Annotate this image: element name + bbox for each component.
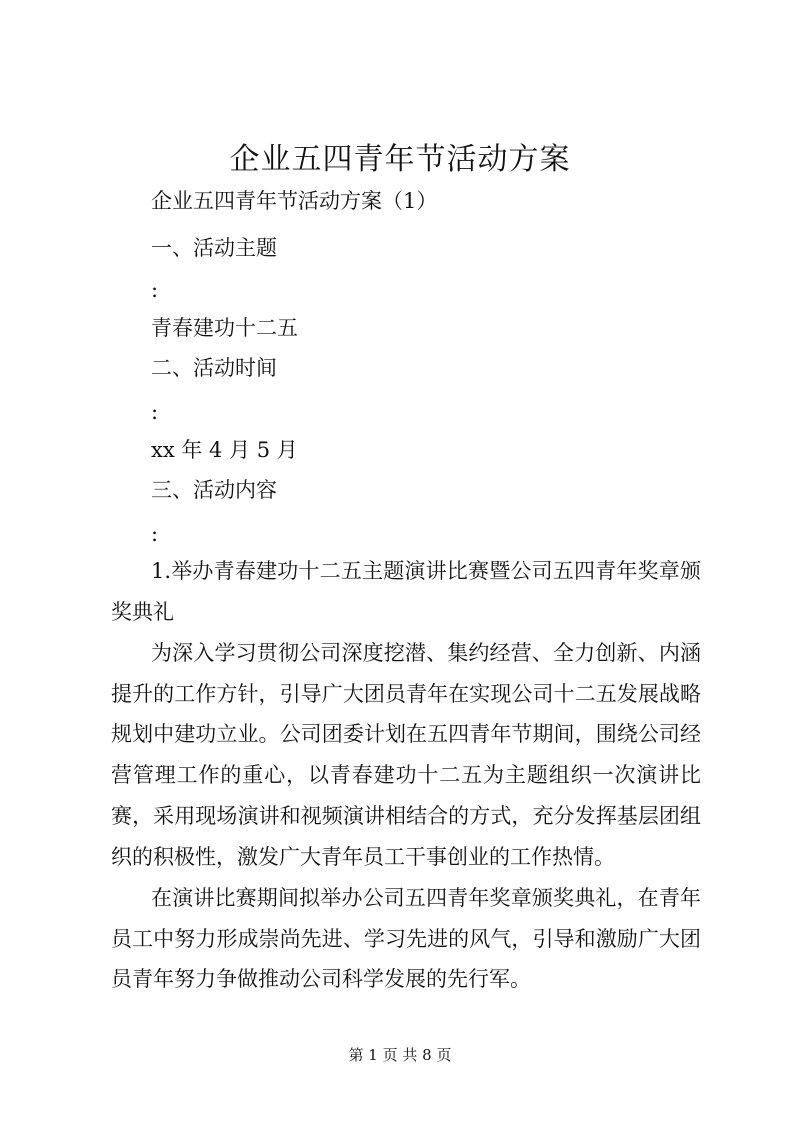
time-value: xx 年 4 月 5 月 [151, 438, 298, 462]
document-title: 企业五四青年节活动方案 [229, 142, 571, 177]
page-footer: 第 1 页 共 8 页 [348, 1046, 452, 1064]
body-paragraph: 为深入学习贯彻公司深度挖潜、集约经营、全力创新、内涵提升的工作方针，引导广大团员青年在实现公司十二五发展战略规划中建功立业。公司团委计划在五四青年节期间，围绕公司经营管理工作的重心，以青春建功十二五为主题组织一次演讲比赛，采用现场演讲和视频演讲相结合的方式，充分发挥基层团组织的积极性，激发广大青年员工干事创业的工作热情。 [111, 641, 701, 869]
section-heading-content: 三、活动内容 [151, 478, 277, 502]
colon-marker: : [151, 522, 159, 546]
section-heading-theme: 一、活动主题 [151, 236, 277, 260]
theme-value: 青春建功十二五 [151, 316, 298, 340]
body-paragraph: 在演讲比赛期间拟举办公司五四青年奖章颁奖典礼，在青年员工中努力形成崇尚先进、学习先进的风气，引导和激励广大团员青年努力争做推动公司科学发展的先行军。 [111, 886, 701, 992]
colon-marker: : [151, 400, 159, 424]
section-heading-plan: 企业五四青年节活动方案（1） [151, 189, 438, 213]
section-heading-time: 二、活动时间 [151, 356, 277, 380]
colon-marker: : [151, 278, 159, 302]
content-item-heading: 1.举办青春建功十二五主题演讲比赛暨公司五四青年奖章颁奖典礼 [111, 559, 701, 624]
